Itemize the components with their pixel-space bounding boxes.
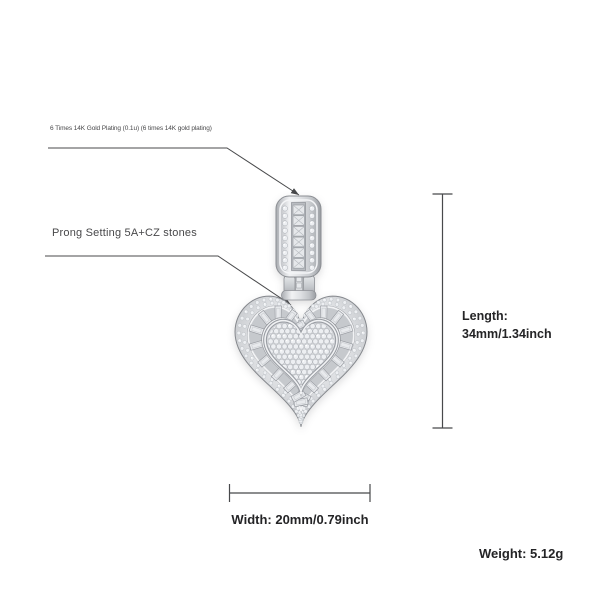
pendant-hinge bbox=[282, 275, 317, 300]
length-dimension-line bbox=[433, 194, 453, 428]
width-dimension-line bbox=[230, 484, 371, 502]
pendant-illustration bbox=[225, 185, 375, 435]
length-value: 34mm/1.34inch bbox=[462, 327, 552, 341]
plating-callout-label: 6 Times 14K Gold Plating (0.1u) (6 times 14K gold plating) bbox=[50, 125, 212, 132]
pendant-bail bbox=[276, 196, 321, 277]
prong-setting-callout-label: Prong Setting 5A+CZ stones bbox=[52, 227, 197, 239]
length-label bbox=[462, 307, 552, 343]
length-title: Length: bbox=[462, 309, 508, 323]
weight-label: Weight: 5.12g bbox=[479, 546, 564, 561]
pendant-heart bbox=[235, 296, 367, 427]
width-label: Width: 20mm/0.79inch bbox=[231, 512, 369, 527]
